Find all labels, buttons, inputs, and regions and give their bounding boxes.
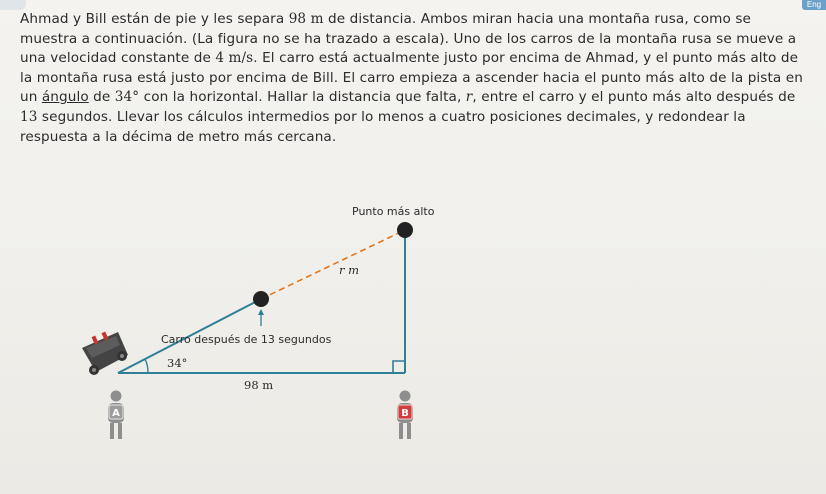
angle-label: 34° — [167, 356, 188, 370]
language-tab[interactable]: Eng — [802, 0, 826, 10]
car-position-dot — [253, 291, 269, 307]
problem-text-1: Ahmad y Bill están de pie y les separa — [20, 11, 289, 27]
roller-coaster-car-icon — [82, 332, 128, 375]
speed-value: 4 m/s — [215, 50, 254, 67]
highest-point-dot — [397, 222, 413, 238]
car-label: Carro después de 13 segundos — [161, 333, 332, 346]
problem-text-5: con la horizontal. Hallar la distancia que falta, — [139, 89, 466, 106]
problem-text-7: segundos. Llevar los cálculos intermedios por lo menos a cuatro posiciones decimales, y redondear la respuesta a la décima de metro más cercana. — [20, 108, 746, 145]
angle-glossary-link[interactable]: ángulo — [41, 89, 89, 106]
problem-text-6: , entre el carro y el punto más alto después de — [472, 89, 796, 106]
person-b-icon — [397, 391, 413, 440]
time-value: 13 — [20, 108, 38, 125]
variable-r: r — [465, 89, 473, 106]
problem-text-3: . El carro está actualmente justo por encima de Ahmad, y el punto más alto de la montaña rusa está justo por encima de Bill. El carro empieza a ascender hacia el punto más alto de la pista en un — [20, 50, 803, 106]
problem-text-4: de — [88, 89, 115, 106]
angle-value: 34° — [114, 89, 140, 106]
right-angle-mark — [393, 361, 405, 373]
angle-arc — [145, 359, 148, 373]
person-b-badge: B — [401, 408, 409, 419]
distance-value: 98 m — [288, 11, 324, 27]
base-distance-label: 98 m — [244, 378, 274, 392]
person-a-icon — [108, 391, 124, 440]
highest-point-label: Punto más alto — [352, 205, 435, 218]
r-label: r m — [339, 263, 360, 277]
person-a-badge: A — [112, 408, 120, 419]
distance-r-dashed-line — [261, 230, 405, 299]
car-arrow-head — [258, 309, 264, 315]
problem-text-2: de distancia. Ambos miran hacia una montaña rusa, como se muestra a continuación. (La figura no se ha trazado a escala). Uno de los carros de la montaña rusa se mueve a una velocidad constante de — [20, 11, 797, 67]
